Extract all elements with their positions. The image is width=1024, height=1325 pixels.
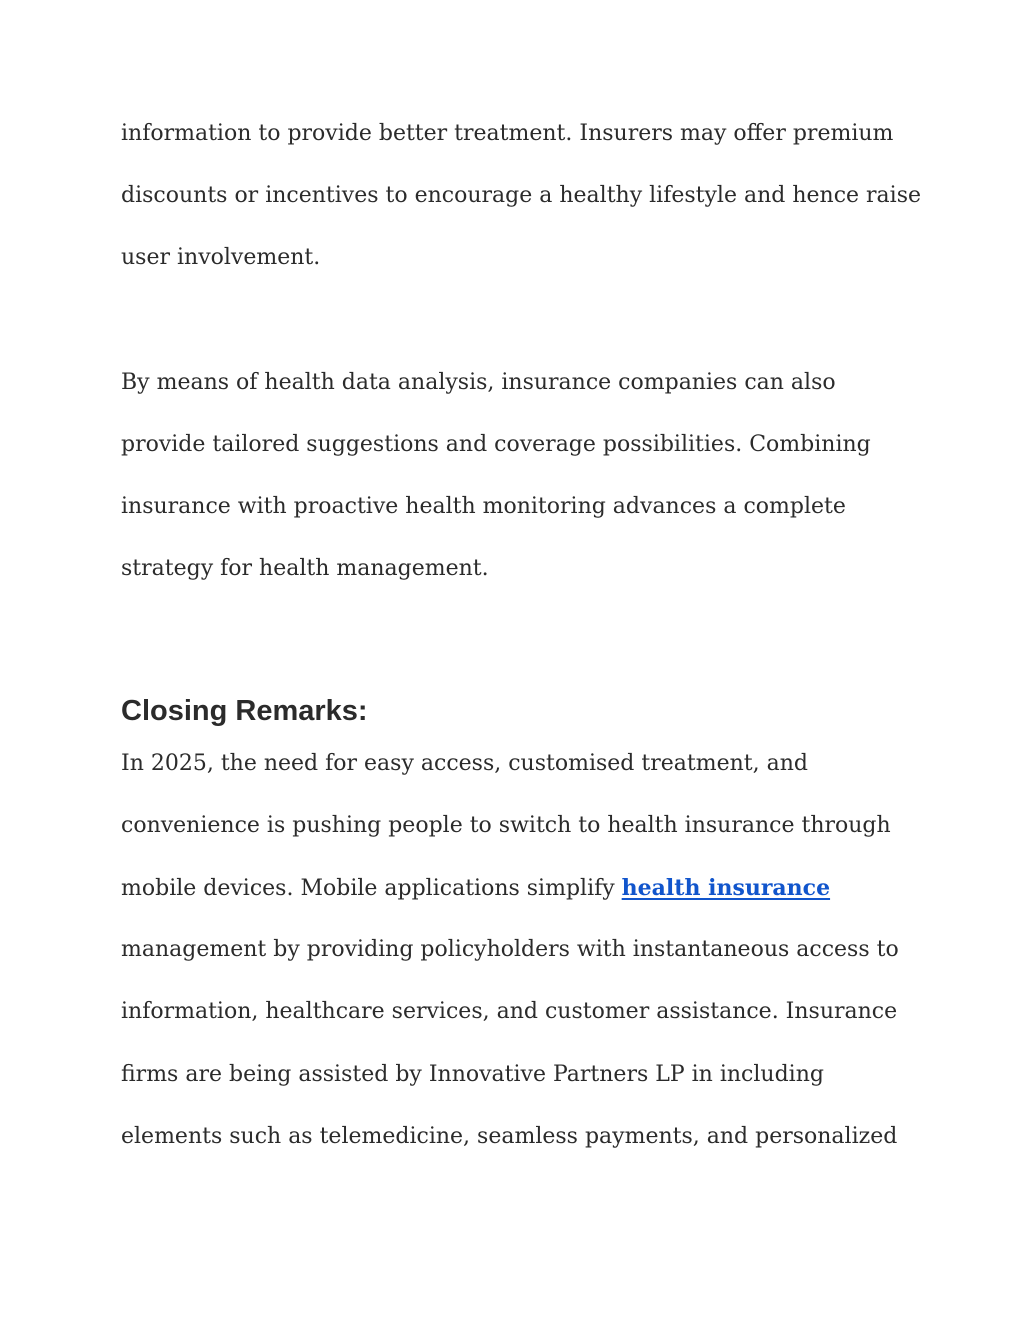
paragraph-1-line-3: user involvement. [121, 245, 321, 270]
closing-line-1: In 2025, the need for easy access, customised treatment, and [121, 751, 808, 776]
paragraph-2-line-3: insurance with proactive health monitoring advances a complete [121, 494, 846, 519]
closing-line-2: convenience is pushing people to switch to health insurance through [121, 813, 891, 838]
paragraph-2-line-4: strategy for health management. [121, 556, 489, 581]
paragraph-2-line-1: By means of health data analysis, insurance companies can also [121, 370, 836, 395]
paragraph-2-line-2: provide tailored suggestions and coverage possibilities. Combining [121, 432, 871, 457]
paragraph-1-line-1: information to provide better treatment. Insurers may offer premium [121, 121, 894, 146]
paragraph-1-line-2: discounts or incentives to encourage a healthy lifestyle and hence raise [121, 183, 922, 208]
closing-line-5: information, healthcare services, and customer assistance. Insurance [121, 999, 898, 1024]
closing-line-4: management by providing policyholders with instantaneous access to [121, 937, 899, 962]
closing-line-3-text: mobile devices. Mobile applications simplify [121, 876, 622, 901]
health-insurance-link[interactable]: health insurance [621, 875, 831, 901]
closing-line-6: firms are being assisted by Innovative Partners LP in including [121, 1062, 824, 1087]
closing-line-7: elements such as telemedicine, seamless payments, and personalized [121, 1124, 898, 1149]
section-heading: Closing Remarks: [121, 695, 368, 727]
closing-line-3 [121, 873, 830, 904]
